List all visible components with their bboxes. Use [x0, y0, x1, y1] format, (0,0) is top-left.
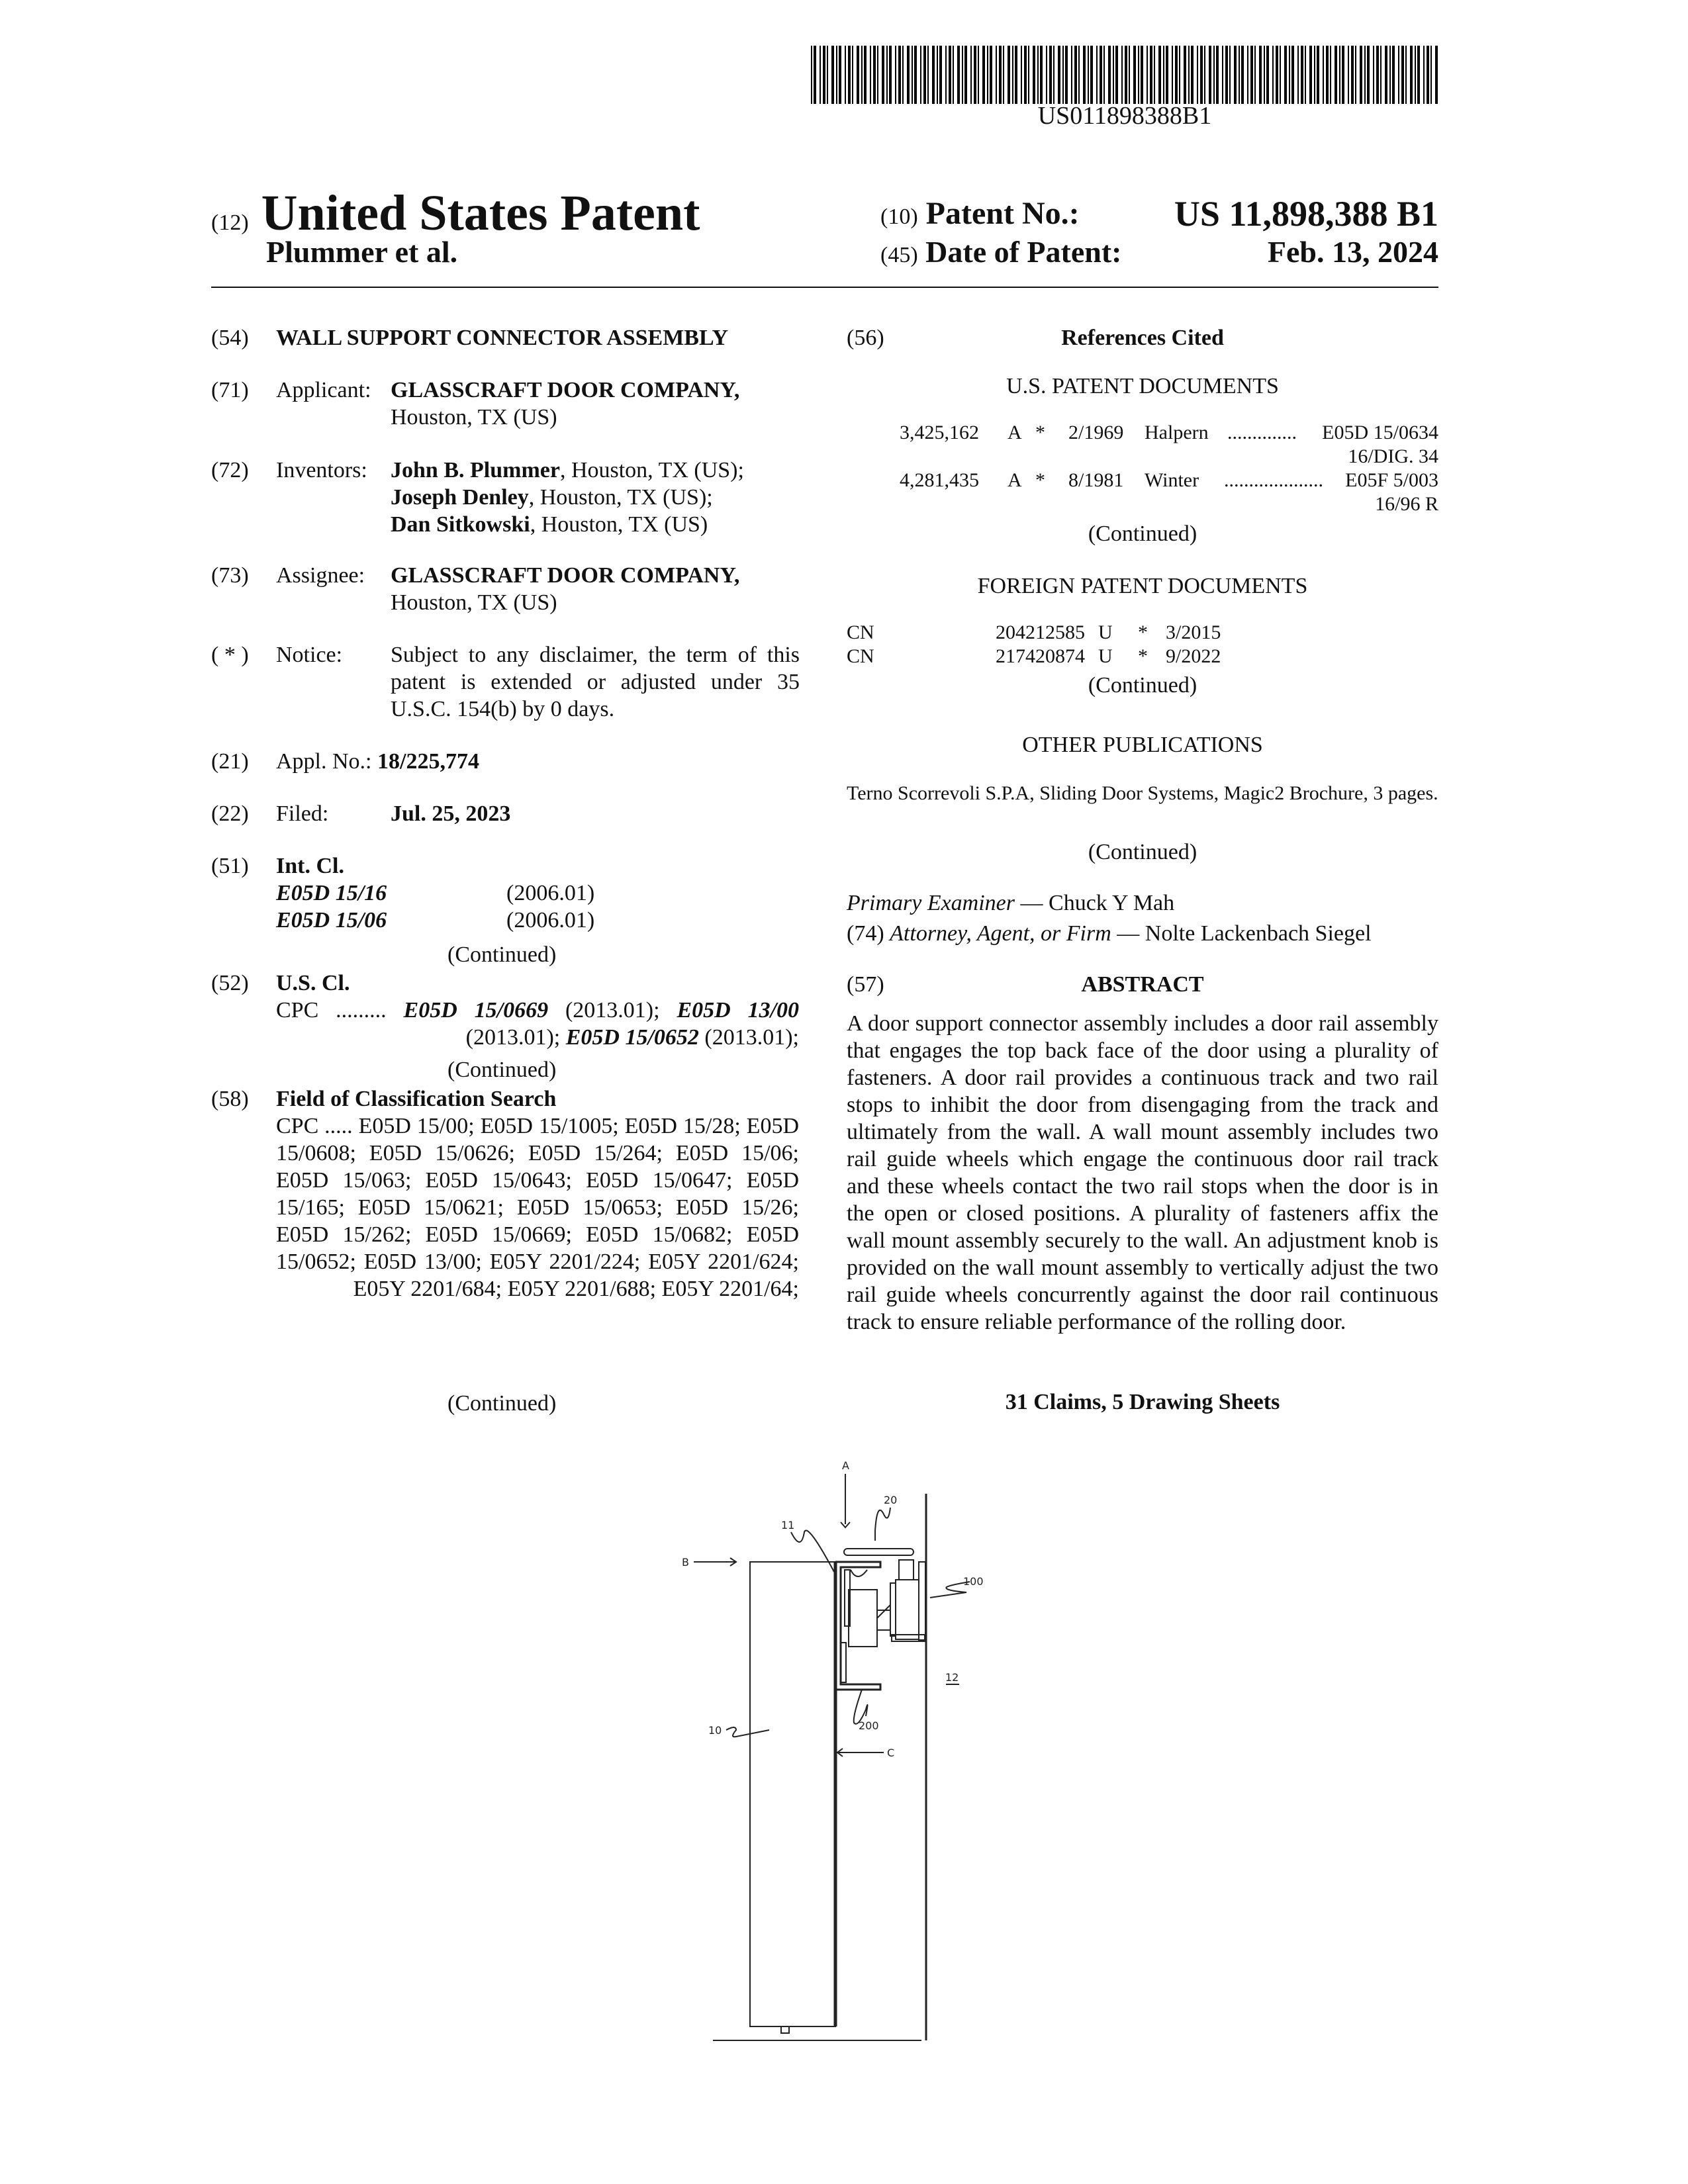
leader-200 — [854, 1690, 868, 1724]
wall-mount — [896, 1580, 919, 1639]
inventor-location: , Houston, TX (US); — [559, 458, 744, 482]
us-docs-continued: (Continued) — [1088, 522, 1197, 546]
doc-date: 8/1981 — [1068, 469, 1124, 491]
code-21: (21) — [211, 749, 249, 774]
code-57: (57) — [847, 972, 884, 997]
cpc-prefix: CPC ......... — [276, 998, 387, 1023]
doc-star: * — [1035, 422, 1045, 443]
int-cl-label: Int. Cl. — [276, 854, 344, 878]
assignee-label: Assignee: — [276, 563, 365, 588]
int-cl-version: (2006.01) — [506, 881, 595, 905]
adjustment-knob — [899, 1560, 914, 1580]
other-publication: Terno Scorrevoli S.P.A, Sliding Door Systems, Magic2 Brochure, 3 pages. — [847, 782, 1438, 804]
code-58: (58) — [211, 1087, 249, 1111]
applicant-label: Applicant: — [276, 378, 371, 402]
leader-11 — [791, 1531, 834, 1572]
doc-class: E05F 5/003 — [1345, 469, 1438, 491]
patent-title-heading: United States Patent — [261, 185, 700, 241]
door-foot — [781, 2026, 789, 2033]
int-cl-continued: (Continued) — [447, 942, 557, 967]
doc-star: * — [1035, 469, 1045, 491]
label-200: 200 — [859, 1719, 879, 1732]
doc-kind: A — [1008, 422, 1022, 443]
inventor-location: , Houston, TX (US); — [528, 485, 713, 510]
barcode-text: US011898388B1 — [1037, 102, 1212, 130]
patent-no-label: Patent No.: — [925, 196, 1080, 231]
doc-name: Winter — [1145, 469, 1199, 491]
appl-value: 18/225,774 — [377, 749, 479, 774]
abstract-text: A door support connector assembly includes a door rail assembly that engages the top back face of the door using a plurality of fasteners. A door rail provides a continuous track and two rail stops to inhibit the door from disengaging from the track and ultimately from the wall. A wall mount assembly includes two rail guide wheels which engage the continuous door rail track and these wheels contact the two rail stops when the door is in the open or closed positions. A plurality of fasteners affix the wall mount assembly securely to the wall. An adjustment knob is provided on the wall mount assembly to vertically adjust the two rail guide wheels concurrently against the door rail continuous track to ensure reliable performance of the rolling door. — [847, 1011, 1438, 1334]
foreign-docs-title: FOREIGN PATENT DOCUMENTS — [977, 574, 1308, 598]
examiner-label: Primary Examiner — [847, 891, 1015, 915]
doc-country: CN — [847, 645, 874, 667]
field-search-label: Field of Classification Search — [276, 1087, 557, 1111]
applicant-location: Houston, TX (US) — [391, 405, 557, 430]
code-52: (52) — [211, 971, 249, 995]
inventor-name: John B. Plummer — [391, 458, 560, 482]
cpc-version: (2013.01); — [698, 1025, 799, 1050]
door-outline — [750, 1562, 835, 2026]
attorney-label: Attorney, Agent, or Firm — [890, 921, 1111, 946]
field-search-text: CPC ..... E05D 15/00; E05D 15/1005; E05D 15/28; E05D 15/0608; E05D 15/0626; E05D 15/264; E05D 15/06; E05D 15/063; E05D 15/0643; E05D 15/0647; E05D 15/165; E05D 15/0621; E05D 15/0653; E05D 15/26; E05D 15/262; E05D 15/0669; E05D 15/0682; E05D 15/0652; E05D 13/00; E05Y 2201/224; E05Y 2201/624; E05Y 2201/684; E05Y 2201/688; E05Y 2201/64; — [276, 1114, 799, 1301]
code-notice: ( * ) — [211, 643, 249, 667]
code-72: (72) — [211, 458, 249, 482]
inventors-label: Inventors: — [276, 458, 367, 482]
date-label: Date of Patent: — [925, 235, 1122, 269]
doc-number: 217420874 — [996, 645, 1085, 667]
doc-kind: U — [1098, 645, 1113, 667]
cpc-class: E05D 15/0669 — [403, 998, 549, 1023]
patent-number: US 11,898,388 B1 — [1174, 194, 1438, 234]
patent-date: Feb. 13, 2024 — [1267, 235, 1438, 269]
assignee-name: GLASSCRAFT DOOR COMPANY, — [391, 563, 740, 588]
leader-10 — [726, 1727, 769, 1737]
leader-20 — [875, 1508, 890, 1541]
inventor-location: , Houston, TX (US) — [530, 512, 708, 537]
label-12: 12 — [945, 1671, 959, 1684]
claims-count: 31 Claims, 5 Drawing Sheets — [1005, 1390, 1280, 1414]
doc-date: 2/1969 — [1068, 422, 1124, 443]
axle — [877, 1605, 890, 1630]
us-cl-continued: (Continued) — [447, 1058, 557, 1082]
doc-class: E05D 15/0634 — [1322, 422, 1438, 443]
assignee-location: Houston, TX (US) — [391, 590, 557, 615]
doc-number: 4,281,435 — [900, 469, 979, 491]
code-73: (73) — [211, 563, 249, 588]
us-patent-docs-title: U.S. PATENT DOCUMENTS — [1006, 374, 1279, 398]
label-b: B — [682, 1556, 689, 1569]
inventor-name: Dan Sitkowski — [391, 512, 530, 537]
cover — [844, 1549, 914, 1555]
label-a: A — [842, 1459, 849, 1472]
doc-star: * — [1138, 621, 1148, 643]
wall-bracket — [919, 1562, 925, 1640]
appl-label: Appl. No.: — [276, 749, 372, 774]
inventor-name: Joseph Denley — [391, 485, 529, 510]
code-10: (10) — [880, 205, 918, 229]
code-51: (51) — [211, 854, 249, 878]
notice-label: Notice: — [276, 643, 343, 667]
doc-star: * — [1138, 645, 1148, 667]
attorney-name: — Nolte Lackenbach Siegel — [1111, 921, 1372, 946]
int-cl-version: (2006.01) — [506, 908, 595, 933]
door-rail — [835, 1562, 880, 1690]
doc-date: 3/2015 — [1166, 621, 1221, 643]
label-10: 10 — [708, 1724, 722, 1737]
filed-label: Filed: — [276, 801, 329, 826]
abstract-title: ABSTRACT — [1081, 972, 1204, 997]
doc-number: 204212585 — [996, 621, 1085, 643]
code-22: (22) — [211, 801, 249, 826]
notice-text: Subject to any disclaimer, the term of this patent is extended or adjusted under 35 U.S.C. 154(b) by 0 days. — [391, 643, 800, 721]
code-56: (56) — [847, 326, 884, 350]
code-71: (71) — [211, 378, 249, 402]
filed-date: Jul. 25, 2023 — [391, 801, 511, 826]
cpc-class: E05D 15/0652 — [565, 1025, 699, 1050]
other-publications-title: OTHER PUBLICATIONS — [1022, 733, 1263, 757]
applicant-name: GLASSCRAFT DOOR COMPANY, — [391, 378, 740, 402]
code-12: (12) — [211, 210, 249, 235]
doc-class-2: 16/DIG. 34 — [1348, 445, 1438, 467]
cpc-version: (2013.01); — [548, 998, 677, 1023]
doc-class-2: 16/96 R — [1375, 493, 1438, 515]
doc-name: Halpern — [1145, 422, 1209, 443]
int-cl-class: E05D 15/16 — [276, 881, 387, 905]
foreign-docs-continued: (Continued) — [1088, 673, 1197, 698]
label-11: 11 — [781, 1519, 795, 1531]
doc-number: 3,425,162 — [900, 422, 979, 443]
invention-title: WALL SUPPORT CONNECTOR ASSEMBLY — [276, 326, 729, 350]
references-title: References Cited — [1061, 326, 1224, 350]
int-cl-class: E05D 15/06 — [276, 908, 387, 933]
guide-wheel — [849, 1590, 877, 1647]
code-74: (74) — [847, 921, 884, 946]
field-search-continued: (Continued) — [447, 1391, 557, 1416]
label-c: C — [887, 1747, 895, 1759]
doc-dots: .................... — [1224, 469, 1323, 491]
doc-country: CN — [847, 621, 874, 643]
wall-mount-plate — [890, 1583, 896, 1636]
doc-date: 9/2022 — [1166, 645, 1221, 667]
doc-dots: .............. — [1227, 422, 1297, 443]
cpc-version: (2013.01); — [465, 1025, 566, 1050]
code-54: (54) — [211, 326, 249, 350]
code-45: (45) — [880, 243, 918, 267]
doc-kind: U — [1098, 621, 1113, 643]
other-publications-continued: (Continued) — [1088, 840, 1197, 864]
doc-kind: A — [1008, 469, 1022, 491]
authors: Plummer et al. — [266, 235, 458, 269]
track — [851, 1570, 867, 1576]
label-100: 100 — [963, 1575, 984, 1588]
cpc-class: E05D 13/00 — [677, 998, 800, 1023]
label-20: 20 — [884, 1494, 898, 1506]
us-cl-label: U.S. Cl. — [276, 971, 350, 995]
examiner-name: — Chuck Y Mah — [1015, 891, 1175, 915]
